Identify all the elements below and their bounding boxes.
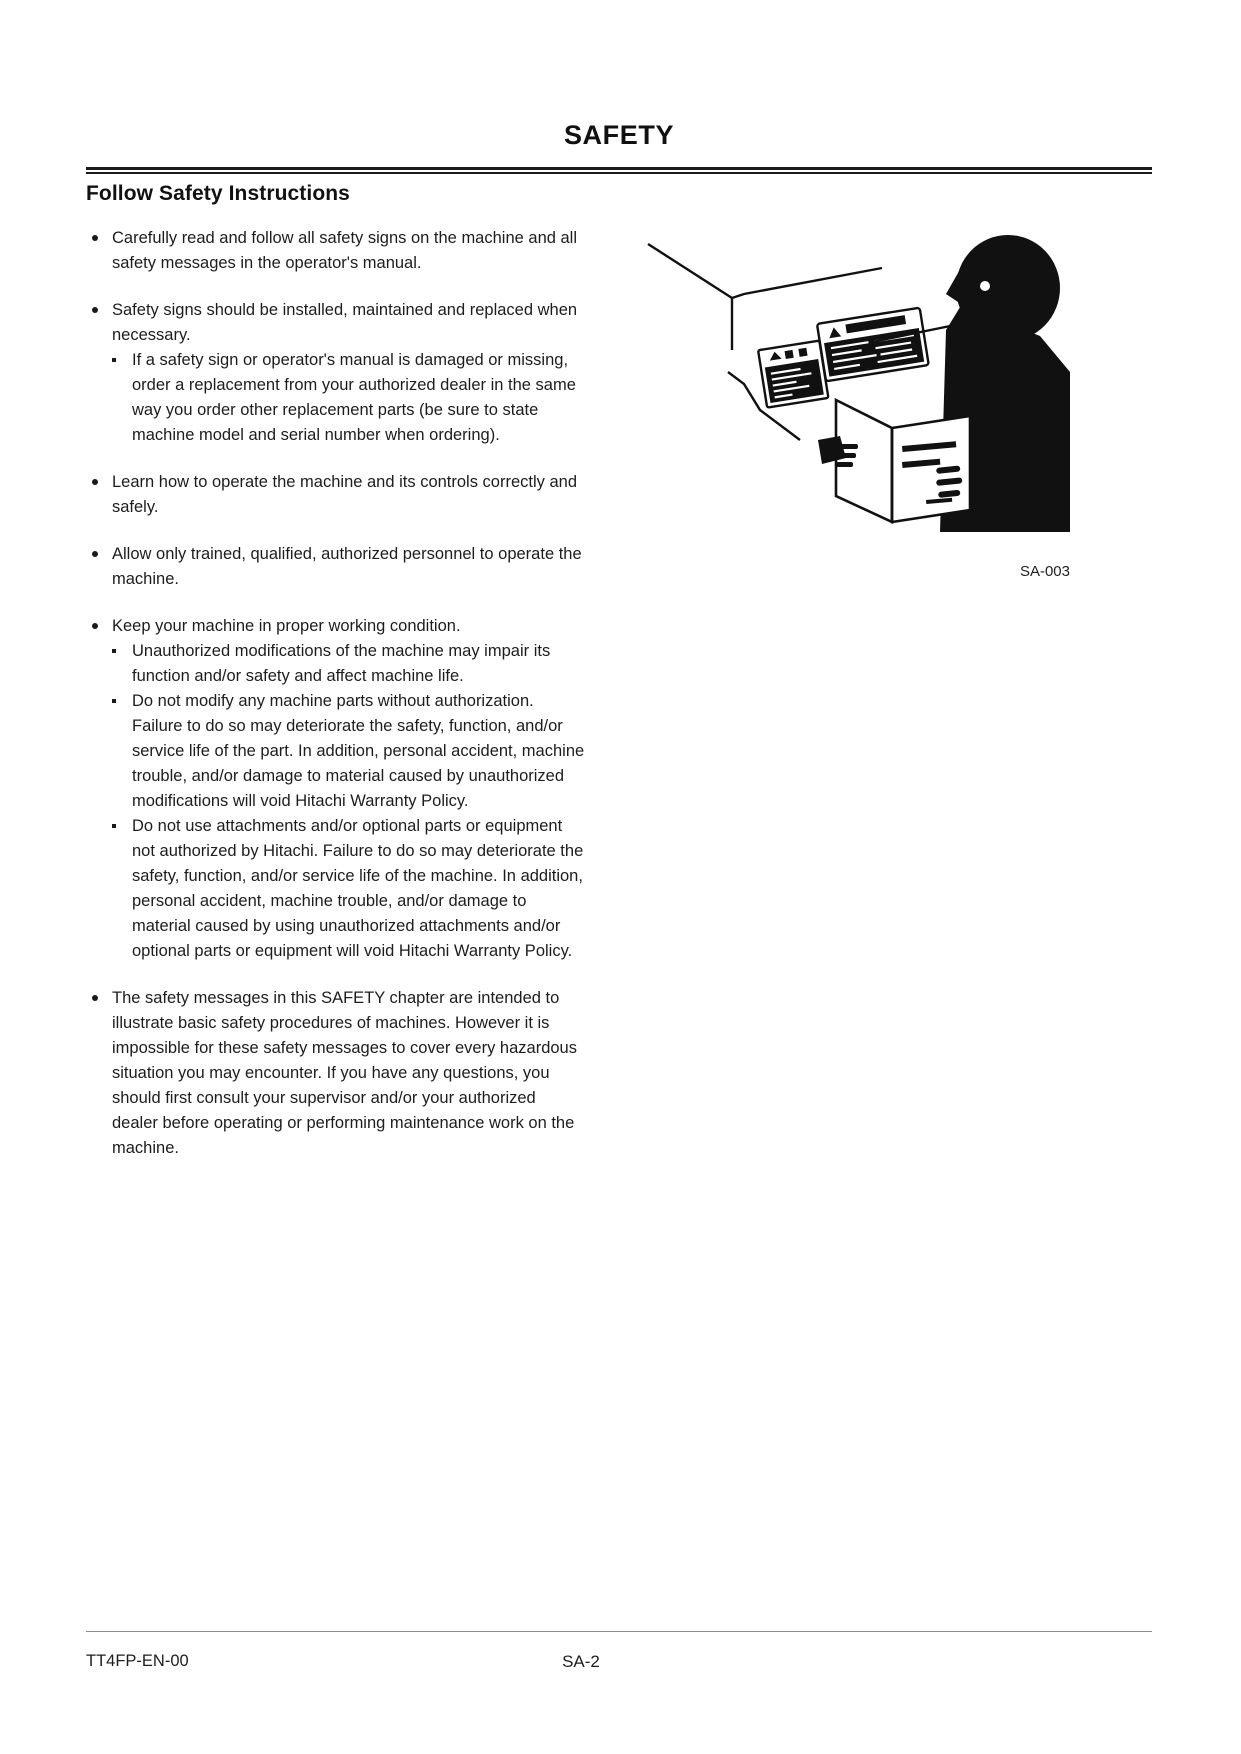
footer-divider (86, 1631, 1152, 1632)
bullet-dot-icon (92, 995, 98, 1001)
bullet-dot-icon (92, 235, 98, 241)
footer-page-number: SA-2 (562, 1652, 600, 1671)
footer-doc-code: TT4FP-EN-00 (86, 1652, 189, 1670)
header-divider-thick (86, 167, 1152, 170)
warning-decal-left (758, 341, 828, 408)
sub-list (86, 348, 586, 448)
sub-item (86, 639, 586, 689)
bullet-dot-icon (92, 551, 98, 557)
sub-text: Unauthorized modifications of the machine may impair its function and/or safety and affect machine life. (132, 642, 551, 685)
header-divider-thin (86, 172, 1152, 174)
sub-text: Do not use attachments and/or optional parts or equipment not authorized by Hitachi. Failure to do so may deteriorate the safety, function, and/or service life of the machine. In addition, personal accident, machine trouble, and/or damage to material caused by using unauthorized attachments and/or optional parts or equipment will void Hitachi Warranty Policy. (132, 817, 584, 960)
sub-item (86, 689, 586, 814)
sub-bullet-icon (112, 824, 116, 828)
bullet-text: Safety signs should be installed, maintained and replaced when necessary. (112, 301, 578, 344)
figure-caption: SA-003 (1019, 563, 1070, 580)
page-footer (86, 1652, 1152, 1682)
bullet-block (86, 986, 586, 1161)
bullet-item (86, 614, 586, 639)
sub-bullet-icon (112, 699, 116, 703)
sub-list (86, 639, 586, 964)
sub-bullet-icon (112, 649, 116, 653)
section-heading: Follow Safety Instructions (86, 182, 350, 205)
sub-bullet-icon (112, 358, 116, 362)
bullet-item (86, 986, 586, 1161)
bullet-text: Learn how to operate the machine and its controls correctly and safely. (112, 473, 578, 516)
body-content (86, 226, 586, 1161)
manual-book (818, 400, 970, 522)
bullet-item (86, 226, 586, 276)
bullet-block (86, 614, 586, 964)
bullet-dot-icon (92, 479, 98, 485)
bullet-block (86, 226, 586, 276)
bullet-item (86, 470, 586, 520)
bullet-dot-icon (92, 307, 98, 313)
bullet-text: Keep your machine in proper working condition. (112, 617, 461, 635)
bullet-block (86, 298, 586, 448)
header-divider (86, 167, 1152, 174)
sub-item (86, 348, 586, 448)
bullet-text: Allow only trained, qualified, authorized personnel to operate the machine. (112, 545, 582, 588)
bullet-dot-icon (92, 623, 98, 629)
bullet-text: The safety messages in this SAFETY chapter are intended to illustrate basic safety procedures of machines. However it is impossible for these safety messages to cover every hazardous situation you may encounter. If you have any questions, you should first consult your supervisor and/or your authorized dealer before operating or performing maintenance work on the machine. (112, 989, 577, 1157)
page-header (86, 120, 1152, 174)
hand-right (936, 465, 962, 497)
sub-text: Do not modify any machine parts without authorization. Failure to do so may deteriorate the safety, function, and/or service life of the part. In addition, personal accident, machine trouble, and/or damage to material caused by unauthorized modifications will void Hitachi Warranty Policy. (132, 692, 585, 810)
bullet-block (86, 542, 586, 592)
bullet-item (86, 542, 586, 592)
bullet-block (86, 470, 586, 520)
sub-text: If a safety sign or operator's manual is damaged or missing, order a replacement from your authorized dealer in the same way you order other replacement parts (be sure to state machine model and serial number when ordering). (132, 351, 576, 444)
bullet-text: Carefully read and follow all safety signs on the machine and all safety messages in the operator's manual. (112, 229, 578, 272)
chapter-title: SAFETY (563, 120, 675, 150)
bullet-item (86, 298, 586, 348)
sub-item (86, 814, 586, 964)
warning-decal-right (817, 308, 929, 382)
safety-illustration (640, 232, 1070, 532)
